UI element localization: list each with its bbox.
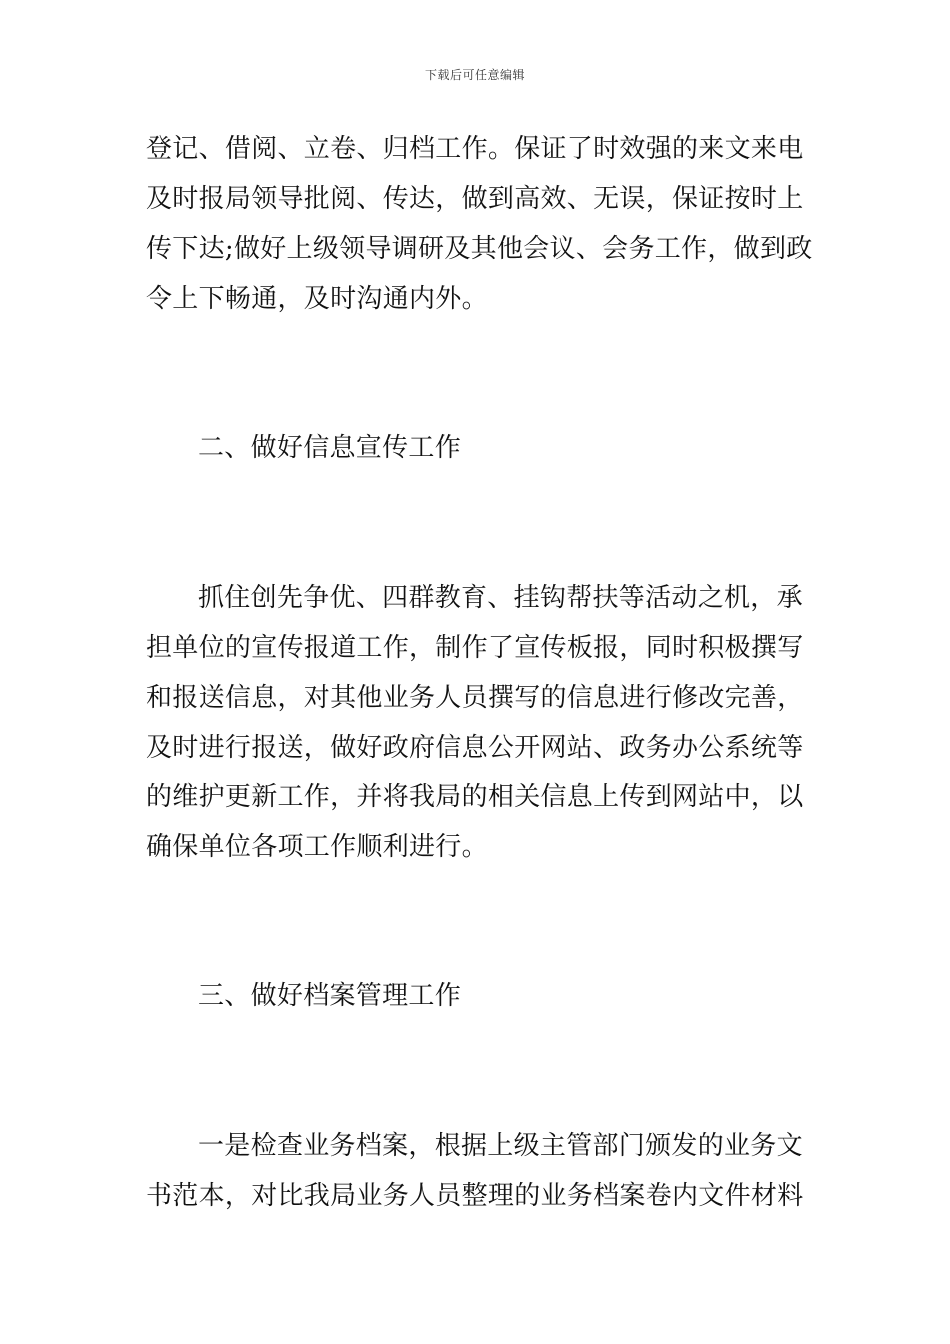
paragraph-line: 担单位的宣传报道工作，制作了宣传板报，同时积极撰写	[146, 633, 804, 663]
section-heading: 二、做好信息宣传工作	[198, 433, 462, 463]
paragraph-line: 和报送信息，对其他业务人员撰写的信息进行修改完善，	[146, 683, 804, 713]
paragraph-line: 一是检查业务档案，根据上级主管部门颁发的业务文	[198, 1131, 803, 1161]
header-note: 下载后可任意编辑	[424, 68, 525, 82]
paragraph-line: 传下达;做好上级领导调研及其他会议、会务工作，做到政	[146, 234, 813, 264]
paragraph-line: 抓住创先争优、四群教育、挂钩帮扶等活动之机，承	[198, 583, 803, 613]
section-heading: 三、做好档案管理工作	[198, 981, 462, 1011]
paragraph-line: 及时报局领导批阅、传达，做到高效、无误，保证按时上	[146, 184, 804, 214]
paragraph-line: 及时进行报送，做好政府信息公开网站、政务办公系统等	[146, 733, 804, 763]
paragraph-line: 令上下畅通，及时沟通内外。	[146, 284, 488, 314]
paragraph-line: 的维护更新工作，并将我局的相关信息上传到网站中，以	[146, 782, 804, 812]
paragraph-line: 登记、借阅、立卷、归档工作。保证了时效强的来文来电	[146, 134, 804, 164]
paragraph-line: 确保单位各项工作顺利进行。	[146, 832, 488, 862]
paragraph-line: 书范本，对比我局业务人员整理的业务档案卷内文件材料	[146, 1181, 804, 1211]
